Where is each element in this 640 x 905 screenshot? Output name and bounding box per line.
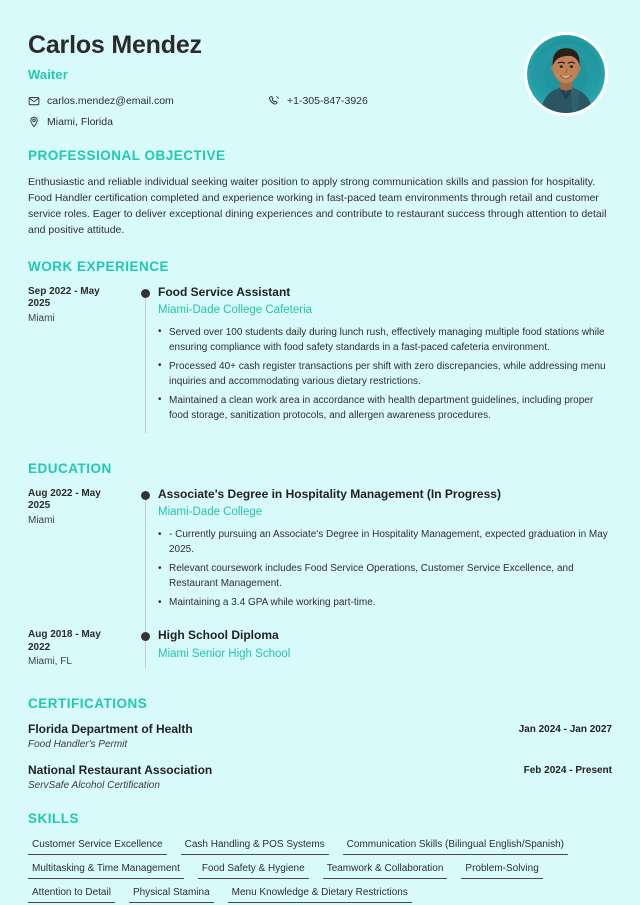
timeline-rail <box>132 487 158 628</box>
work-entry <box>28 285 612 441</box>
skill-tag: Cash Handling & POS Systems <box>181 837 329 855</box>
list-item: • Relevant coursework includes Food Service Operations, Customer Service Excellence, and Restaurant Management. <box>158 561 612 591</box>
section-title-work-experience: WORK EXPERIENCE <box>28 258 170 274</box>
contact-phone[interactable] <box>268 95 524 107</box>
education-entry-date-range: Aug 2022 - May 2025 <box>28 487 101 512</box>
envelope-icon <box>28 95 40 107</box>
certification-text-block <box>28 763 212 791</box>
education-entry-body <box>158 628 612 675</box>
objective-text: Enthusiastic and reliable individual seeking waiter position to apply strong communication skills and passion for hospitality. Food Handler certification completed and experience working in fast-paced team environments through retail and customer service roles. Eager to deliver exceptional dining experiences and contribute to restaurant success through attention to detail and positive attitude. <box>28 175 607 237</box>
profile-photo-image <box>527 35 605 113</box>
skill-tag: Multitasking & Time Management <box>28 861 184 879</box>
skill-tag: Communication Skills (Bilingual English/Spanish) <box>343 837 568 855</box>
education-entry-location: Miami <box>28 514 55 526</box>
contact-location-text: Miami, Florida <box>47 115 113 128</box>
timeline-dot-icon <box>141 632 150 641</box>
timeline-line <box>145 492 146 634</box>
work-entry-date-range: Sep 2022 - May 2025 <box>28 285 100 310</box>
contact-phone-text: +1-305-847-3926 <box>287 94 368 107</box>
contact-email-text: carlos.mendez@email.com <box>47 94 174 107</box>
education-entry-date-range: Aug 2018 - May 2022 <box>28 629 101 653</box>
education-entry-institution: Miami Senior High School <box>158 647 291 660</box>
work-entry-body <box>158 285 612 441</box>
skills-list <box>28 837 612 903</box>
skill-tag: Problem-Solving <box>461 861 542 879</box>
certification-date: Feb 2024 - Present <box>523 764 612 776</box>
work-entry-dates <box>28 285 132 441</box>
timeline-dot-icon <box>141 289 150 298</box>
work-entry-location: Miami <box>28 312 55 324</box>
phone-icon <box>268 95 280 107</box>
certification-issuer: Florida Department of Health <box>28 721 193 736</box>
skill-tag: Physical Stamina <box>129 885 214 903</box>
contact-location <box>28 116 268 128</box>
certification-credential: Food Handler's Permit <box>28 738 128 750</box>
section-title-certifications: CERTIFICATIONS <box>28 695 148 711</box>
candidate-job-title: Waiter <box>28 66 68 82</box>
education-entry-dates <box>28 487 132 628</box>
certification-date: Jan 2024 - Jan 2027 <box>518 723 612 735</box>
section-education <box>28 461 612 676</box>
section-title-education: EDUCATION <box>28 460 112 476</box>
timeline-rail <box>132 628 158 675</box>
list-item: • Processed 40+ cash register transactions per shift with zero discrepancies, while addressing menu inquiries and accommodating various dietary restrictions. <box>158 359 612 389</box>
education-entry-institution: Miami-Dade College <box>158 506 263 519</box>
timeline-line <box>145 290 146 433</box>
map-pin-icon <box>28 116 40 128</box>
avatar <box>524 32 608 116</box>
header-contact-block <box>28 30 524 128</box>
education-entry <box>28 487 612 628</box>
candidate-name: Carlos Mendez <box>28 31 202 59</box>
education-entry-body <box>158 487 612 628</box>
list-item: • - Currently pursuing an Associate's Degree in Hospitality Management, expected graduation in May 2025. <box>158 527 612 557</box>
certification-credential: ServSafe Alcohol Certification <box>28 779 160 791</box>
section-skills <box>28 811 612 903</box>
timeline-rail <box>132 285 158 441</box>
section-professional-objective <box>28 148 612 239</box>
education-entry-dates <box>28 628 132 675</box>
work-entry-bullets <box>158 325 612 423</box>
certification-issuer: National Restaurant Association <box>28 762 213 777</box>
work-entry-role: Food Service Assistant <box>158 284 291 299</box>
timeline-dot-icon <box>141 491 150 500</box>
section-work-experience <box>28 259 612 441</box>
education-entry-bullets <box>158 527 612 610</box>
work-entry-organization: Miami-Dade College Cafeteria <box>158 303 313 316</box>
education-entry-location: Miami, FL <box>28 656 72 668</box>
resume-header <box>28 30 612 128</box>
section-certifications <box>28 696 612 791</box>
skill-tag: Food Safety & Hygiene <box>198 861 309 879</box>
list-item: • Maintaining a 3.4 GPA while working part-time. <box>158 595 612 610</box>
list-item: • Served over 100 students daily during lunch rush, effectively managing multiple food stations while ensuring compliance with food safety standards in a fast-paced cafeteria environment. <box>158 325 612 355</box>
section-title-objective: PROFESSIONAL OBJECTIVE <box>28 147 226 163</box>
list-item: • Maintained a clean work area in accordance with health department guidelines, including proper food storage, sanitization protocols, and allergen awareness procedures. <box>158 393 612 423</box>
skill-tag: Customer Service Excellence <box>28 837 167 855</box>
skill-tag: Menu Knowledge & Dietary Restrictions <box>228 885 412 903</box>
skill-tag: Teamwork & Collaboration <box>323 861 448 879</box>
education-entry-degree: Associate's Degree in Hospitality Management (In Progress) <box>158 486 501 501</box>
education-entry <box>28 628 612 675</box>
certification-item <box>28 722 612 750</box>
contact-email[interactable] <box>28 95 268 107</box>
contact-list <box>28 95 524 128</box>
certification-text-block <box>28 722 193 750</box>
certification-item <box>28 763 612 791</box>
section-title-skills: SKILLS <box>28 810 80 826</box>
skill-tag: Attention to Detail <box>28 885 115 903</box>
education-entry-degree: High School Diploma <box>158 628 279 643</box>
